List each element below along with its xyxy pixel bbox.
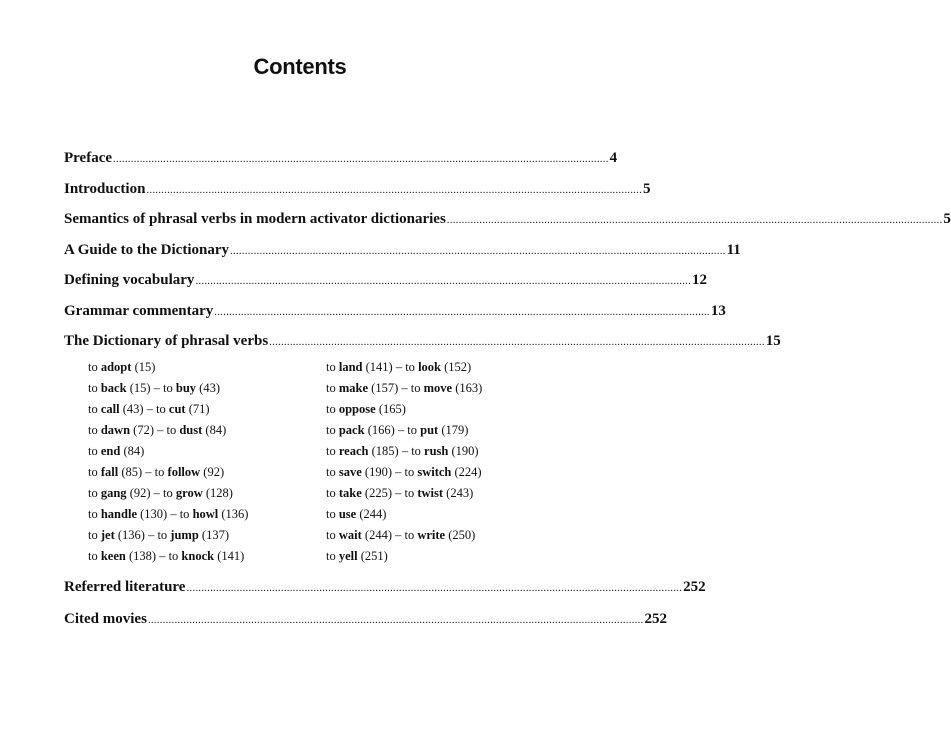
range-start-verb: gang	[100, 486, 127, 500]
dot-leader: ........................................................................................................................................................................	[113, 153, 609, 165]
toc-entry-page: 11	[726, 242, 741, 258]
toc-entry-introduction[interactable]	[64, 181, 651, 198]
dot-leader: ........................................................................................................................................................................	[214, 306, 710, 318]
range-end-page: (179)	[438, 423, 469, 437]
toc-entry-defining-vocabulary[interactable]	[64, 272, 708, 289]
range-start-verb: jet	[100, 528, 115, 542]
range-separator: –	[143, 402, 157, 416]
toc-entry-dictionary[interactable]	[64, 333, 781, 350]
verb-range-item[interactable]	[326, 507, 386, 522]
range-start-page: (251)	[357, 549, 388, 563]
range-prefix: to	[404, 528, 418, 542]
range-prefix: to	[326, 549, 339, 563]
range-end-page: (128)	[202, 486, 233, 500]
toc-entry-label: A Guide to the Dictionary	[64, 242, 229, 258]
verb-range-item[interactable]	[326, 360, 471, 375]
verb-range-item[interactable]	[88, 423, 226, 438]
range-start-verb: fall	[100, 465, 119, 479]
dot-leader: ........................................................................................................................................................................	[195, 275, 692, 287]
range-separator: –	[392, 360, 406, 374]
range-separator: –	[391, 465, 405, 479]
range-prefix: to	[326, 402, 339, 416]
range-prefix: to	[179, 507, 193, 521]
toc-entry-label: Defining vocabulary	[64, 272, 195, 288]
range-start-page: (185)	[368, 444, 399, 458]
toc-entry-page: 5	[943, 211, 951, 227]
verb-range-item[interactable]	[326, 528, 475, 543]
range-start-verb: pack	[338, 423, 365, 437]
verb-range-item[interactable]	[326, 402, 406, 417]
range-end-page: (190)	[448, 444, 479, 458]
range-prefix: to	[88, 402, 101, 416]
dot-leader: ........................................................................................................................................................................	[186, 582, 683, 594]
range-separator: –	[398, 444, 412, 458]
range-prefix: to	[410, 381, 424, 395]
range-start-verb: wait	[338, 528, 362, 542]
range-start-page: (85)	[118, 465, 143, 479]
range-start-verb: keen	[100, 549, 126, 563]
toc-entry-page: 13	[710, 303, 726, 319]
range-end-page: (224)	[451, 465, 482, 479]
range-prefix: to	[88, 444, 101, 458]
toc-entry-page: 252	[683, 579, 706, 595]
range-end-page: (163)	[452, 381, 483, 395]
range-start-verb: make	[338, 381, 369, 395]
toc-entry-label: Semantics of phrasal verbs in modern activator dictionaries	[64, 211, 446, 227]
range-start-verb: use	[338, 507, 357, 521]
range-prefix: to	[88, 423, 101, 437]
page-title: Contents	[253, 54, 347, 79]
range-start-page: (244)	[361, 528, 392, 542]
range-start-page: (136)	[114, 528, 145, 542]
range-prefix: to	[88, 549, 101, 563]
range-prefix: to	[154, 465, 168, 479]
range-separator: –	[167, 507, 180, 521]
range-start-page: (15)	[126, 381, 151, 395]
range-prefix: to	[326, 360, 339, 374]
range-end-verb: grow	[175, 486, 203, 500]
range-end-verb: buy	[175, 381, 197, 395]
range-end-verb: twist	[417, 486, 444, 500]
range-separator: –	[391, 528, 405, 542]
dot-leader: ........................................................................................................................................................................	[446, 214, 943, 226]
range-prefix: to	[88, 528, 101, 542]
range-prefix: to	[326, 465, 339, 479]
range-end-page: (152)	[441, 360, 472, 374]
range-end-verb: put	[420, 423, 439, 437]
range-end-verb: move	[423, 381, 453, 395]
range-start-verb: handle	[100, 507, 137, 521]
range-separator: –	[391, 486, 405, 500]
range-start-page: (190)	[361, 465, 392, 479]
range-start-verb: take	[338, 486, 362, 500]
verb-range-item[interactable]	[326, 465, 482, 480]
verb-range-item[interactable]	[88, 528, 229, 543]
range-end-verb: dust	[179, 423, 203, 437]
toc-entry-page: 12	[692, 272, 708, 288]
verb-range-item[interactable]	[88, 402, 210, 417]
range-prefix: to	[404, 486, 418, 500]
toc-entry-cited-movies[interactable]	[64, 611, 668, 628]
toc-entry-page: 4	[609, 150, 618, 166]
range-prefix: to	[326, 507, 339, 521]
toc-entry-grammar[interactable]	[64, 303, 726, 320]
range-separator: –	[156, 549, 169, 563]
verb-range-item[interactable]	[88, 444, 144, 459]
range-start-verb: call	[100, 402, 120, 416]
range-prefix: to	[157, 528, 171, 542]
range-prefix: to	[88, 486, 101, 500]
verb-range-item[interactable]	[88, 507, 248, 522]
toc-entry-page: 15	[765, 333, 781, 349]
range-start-verb: end	[100, 444, 121, 458]
range-end-verb: howl	[192, 507, 219, 521]
toc-entry-label: Preface	[64, 150, 113, 166]
verb-range-item[interactable]	[88, 465, 224, 480]
toc-entry-referred-literature[interactable]	[64, 579, 706, 596]
range-start-page: (72)	[130, 423, 154, 437]
range-prefix: to	[326, 528, 339, 542]
range-end-page: (243)	[443, 486, 474, 500]
range-end-verb: rush	[424, 444, 449, 458]
toc-entry-label: The Dictionary of phrasal verbs	[64, 333, 269, 349]
range-end-page: (43)	[196, 381, 220, 395]
range-start-verb: yell	[338, 549, 358, 563]
range-prefix: to	[411, 444, 425, 458]
range-prefix: to	[168, 549, 182, 563]
range-start-verb: land	[338, 360, 363, 374]
range-start-verb: oppose	[338, 402, 376, 416]
range-separator: –	[150, 486, 164, 500]
range-start-page: (138)	[125, 549, 157, 563]
range-start-page: (157)	[368, 381, 399, 395]
range-prefix: to	[163, 486, 176, 500]
toc-entry-page: 5	[643, 181, 651, 197]
toc-entry-semantics[interactable]	[64, 211, 951, 228]
verb-range-item[interactable]	[326, 423, 468, 438]
range-start-page: (84)	[120, 444, 145, 458]
toc-entry-label: Introduction	[64, 181, 146, 197]
range-prefix: to	[326, 486, 339, 500]
verb-range-item[interactable]	[88, 549, 244, 564]
verb-range-item[interactable]	[326, 549, 388, 564]
range-prefix: to	[166, 423, 180, 437]
range-start-verb: dawn	[100, 423, 131, 437]
range-start-page: (15)	[131, 360, 156, 374]
range-start-verb: reach	[338, 444, 369, 458]
range-end-verb: switch	[417, 465, 452, 479]
dot-leader: ........................................................................................................................................................................	[147, 614, 644, 626]
range-end-verb: jump	[170, 528, 199, 542]
range-separator: –	[394, 423, 408, 437]
range-prefix: to	[326, 423, 339, 437]
range-end-page: (141)	[214, 549, 245, 563]
range-start-verb: save	[338, 465, 362, 479]
range-start-page: (130)	[137, 507, 168, 521]
range-start-verb: back	[100, 381, 127, 395]
range-start-page: (166)	[364, 423, 395, 437]
dot-leader: ........................................................................................................................................................................	[269, 336, 765, 348]
toc-entry-page: 252	[644, 611, 668, 627]
verb-range-item[interactable]	[88, 360, 155, 375]
range-start-page: (165)	[375, 402, 406, 416]
range-prefix: to	[326, 381, 339, 395]
dot-leader: ........................................................................................................................................................................	[230, 245, 726, 257]
range-end-verb: write	[417, 528, 446, 542]
verb-range-item[interactable]	[88, 486, 233, 501]
range-prefix: to	[163, 381, 176, 395]
range-start-page: (244)	[356, 507, 387, 521]
verb-range-item[interactable]	[326, 381, 482, 396]
toc-entry-label: Cited movies	[64, 611, 147, 627]
range-separator: –	[154, 423, 167, 437]
dot-leader: ........................................................................................................................................................................	[146, 184, 643, 196]
range-prefix: to	[404, 465, 418, 479]
range-separator: –	[144, 528, 158, 542]
verb-range-item[interactable]	[326, 486, 473, 501]
range-end-page: (92)	[200, 465, 225, 479]
range-start-page: (92)	[126, 486, 151, 500]
range-separator: –	[398, 381, 411, 395]
range-prefix: to	[156, 402, 169, 416]
range-end-page: (136)	[218, 507, 249, 521]
range-end-verb: cut	[168, 402, 186, 416]
range-end-page: (71)	[185, 402, 210, 416]
range-end-verb: look	[418, 360, 441, 374]
range-prefix: to	[88, 360, 101, 374]
toc-entry-guide[interactable]	[64, 242, 741, 259]
range-end-verb: follow	[167, 465, 201, 479]
range-end-page: (137)	[198, 528, 229, 542]
range-prefix: to	[88, 465, 101, 479]
toc-entry-label: Grammar commentary	[64, 303, 214, 319]
range-prefix: to	[326, 444, 339, 458]
toc-entry-preface[interactable]	[64, 150, 618, 167]
range-end-page: (250)	[445, 528, 476, 542]
range-end-page: (84)	[202, 423, 227, 437]
range-separator: –	[142, 465, 155, 479]
range-start-verb: adopt	[100, 360, 132, 374]
range-start-page: (225)	[361, 486, 392, 500]
range-separator: –	[150, 381, 164, 395]
range-prefix: to	[88, 381, 101, 395]
toc-entry-label: Referred literature	[64, 579, 186, 595]
range-start-page: (43)	[119, 402, 144, 416]
range-prefix: to	[407, 423, 421, 437]
verb-range-item[interactable]	[326, 444, 479, 459]
range-prefix: to	[88, 507, 101, 521]
verb-range-item[interactable]	[88, 381, 220, 396]
range-start-page: (141)	[362, 360, 393, 374]
range-prefix: to	[405, 360, 419, 374]
range-end-verb: knock	[181, 549, 215, 563]
